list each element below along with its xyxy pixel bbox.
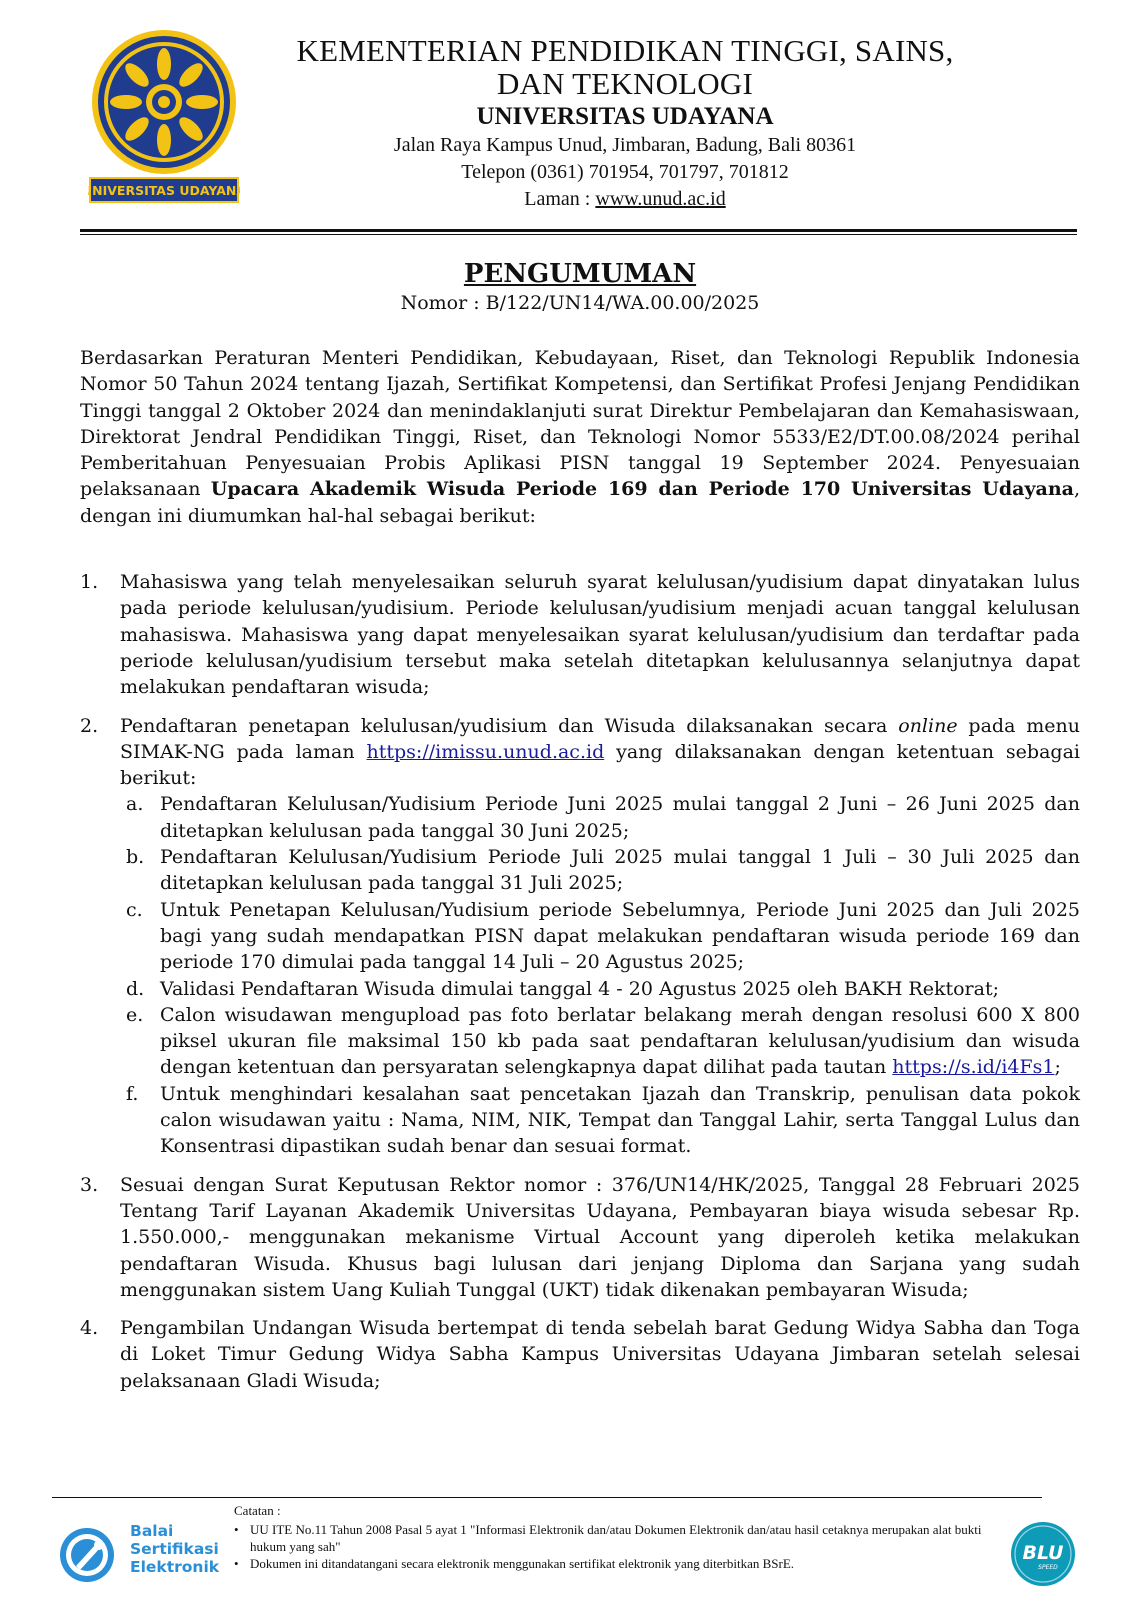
website-link[interactable]: www.unud.ac.id <box>595 188 726 210</box>
bullet-icon: • <box>234 1522 239 1537</box>
bsre-line-2: Sertifikasi <box>130 1540 219 1558</box>
sub-letter: d. <box>126 977 145 1000</box>
footer-rule <box>52 1497 1042 1498</box>
note-item <box>234 1521 994 1555</box>
list-item <box>80 1315 1080 1394</box>
sub-letter: f. <box>126 1082 139 1105</box>
item-text: yang dilaksanakan dengan ketentuan sebagai berikut: <box>120 740 1080 790</box>
blu-text: BLU <box>1022 1542 1064 1564</box>
item-text: Mahasiswa yang telah menyelesaikan seluruh syarat kelulusan/yudisium dapat dinyatakan lulus pada periode kelulusan/yudisium. Periode kelulusan/yudisium menjadi acuan tanggal kelulusan mahasiswa. Mahasiswa yang dapat menyelesaikan syarat kelulusan/yudisium dan terdaftar pada periode kelulusan/yudisium tersebut maka setelah ditetapkan kelulusannya selanjutnya dapat melakukan pendaftaran wisuda; <box>120 571 1080 699</box>
item-number: 3. <box>80 1173 99 1196</box>
footer-notes <box>234 1502 994 1572</box>
sub-list-item <box>120 1081 1080 1160</box>
bsre-text <box>130 1522 219 1576</box>
announcement-list <box>80 569 1080 1394</box>
sub-list-item <box>120 791 1080 844</box>
sub-list-item <box>120 844 1080 897</box>
item-text: Pendaftaran penetapan kelulusan/yudisium dan Wisuda dilaksanakan secara <box>120 714 899 737</box>
phone: Telepon (0361) 701954, 701797, 701812 <box>461 161 789 183</box>
notes-label: Catatan : <box>234 1503 281 1518</box>
imissu-link[interactable]: https://imissu.unud.ac.id <box>366 740 605 763</box>
sub-letter: b. <box>126 846 145 869</box>
header-rule-thin <box>80 234 1077 235</box>
list-item <box>80 1172 1080 1303</box>
note-text: UU ITE No.11 Tahun 2008 Pasal 5 ayat 1 "Informasi Elektronik dan/atau Dokumen Elektronik dan/atau hasil cetaknya merupakan alat bukti hukum yang sah" <box>250 1522 982 1554</box>
item-text: Sesuai dengan Surat Keputusan Rektor nomor : 376/UN14/HK/2025, Tanggal 28 Februari 2025 Tentang Tarif Layanan Akademik Universitas Udayana, Pembayaran biaya wisuda sebesar Rp. 1.550.000,- menggunakan mekanisme Virtual Account yang diperoleh ketika melakukan pendaftaran Wisuda. Khusus bagi lulusan dari jenjang Diploma dan Sarjana yang sudah menggunakan sistem Uang Kuliah Tunggal (UKT) tidak dikenakan pembayaran Wisuda; <box>120 1173 1080 1301</box>
note-item <box>234 1555 994 1572</box>
sid-link[interactable]: https://s.id/i4Fs1 <box>892 1056 1055 1079</box>
ministry-line-1: KEMENTERIAN PENDIDIKAN TINGGI, SAINS, <box>296 33 954 68</box>
website-line <box>250 186 1000 213</box>
bsre-line-1: Balai <box>130 1522 174 1540</box>
address: Jalan Raya Kampus Unud, Jimbaran, Badung, Bali 80361 <box>393 134 857 156</box>
sub-letter: c. <box>126 898 143 921</box>
intro-paragraph <box>80 345 1080 529</box>
letterhead <box>250 34 1000 213</box>
sub-text-end: ; <box>1054 1056 1061 1079</box>
intro-text: Berdasarkan Peraturan Menteri Pendidikan, Kebudayaan, Riset, dan Teknologi Republik Indonesia Nomor 50 Tahun 2024 tentang Ijazah, Sertifikat Kompetensi, dan Sertifikat Profesi Jenjang Pendidikan Tinggi tanggal 2 Oktober 2024 dan menindaklanjuti surat Direktur Pembelajaran dan Kemahasiswaan, Direktorat Jendral Pendidikan Tinggi, Riset, dan Teknologi Nomor 5533/E2/DT.00.08/2024 perihal Pemberitahuan Penyesuaian Probis Aplikasi PISN tanggal 19 September 2024. Penyesuaian pelaksanaan <box>80 347 1080 501</box>
sub-letter: a. <box>126 793 144 816</box>
sub-text: Pendaftaran Kelulusan/Yudisium Periode Juni 2025 mulai tanggal 2 Juni – 26 Juni 2025 dan ditetapkan kelulusan pada tanggal 30 Juni 2025; <box>160 793 1080 842</box>
intro-text-end: , dengan ini diumumkan hal-hal sebagai berikut: <box>80 478 1080 527</box>
sub-text: Calon wisudawan mengupload pas foto berlatar belakang merah dengan resolusi 600 X 800 piksel ukuran file maksimal 150 kb pada saat pendaftaran kelulusan/yudisium dan wisuda dengan ketentuan dan persyaratan selengkapnya dapat dilihat pada tautan <box>160 1003 1080 1079</box>
sub-text: Pendaftaran Kelulusan/Yudisium Periode Juli 2025 mulai tanggal 1 Juli – 30 Juli 2025 dan ditetapkan kelulusan pada tanggal 31 Juli 2025; <box>160 846 1080 895</box>
item-text: pada menu SIMAK-NG pada laman <box>120 714 1080 763</box>
intro-bold: Upacara Akademik Wisuda Periode 169 dan Periode 170 Universitas Udayana <box>210 478 1074 501</box>
item-text: Pengambilan Undangan Wisuda bertempat di tenda sebelah barat Gedung Widya Sabha dan Toga di Loket Timur Gedung Widya Sabha Kampus Universitas Udayana Jimbaran setelah selesai pelaksanaan Gladi Wisuda; <box>120 1317 1080 1392</box>
sub-list <box>120 791 1080 1159</box>
university-name: UNIVERSITAS UDAYANA <box>476 103 774 130</box>
bullet-icon: • <box>234 1556 239 1571</box>
blu-sub-text: SPEED <box>1038 1564 1058 1571</box>
notes-list <box>234 1521 994 1572</box>
sub-list-item <box>120 897 1080 976</box>
item-number: 4. <box>80 1317 99 1340</box>
document-body <box>80 345 1080 1406</box>
sub-list-item <box>120 1002 1080 1081</box>
item-italic: online <box>898 714 958 737</box>
document-number: Nomor : B/122/UN14/WA.00.00/2025 <box>400 292 760 314</box>
university-logo <box>88 28 240 204</box>
sub-text: Validasi Pendaftaran Wisuda dimulai tanggal 4 - 20 Agustus 2025 oleh BAKH Rektorat; <box>160 977 1000 1000</box>
list-item <box>80 713 1080 1160</box>
item-number: 2. <box>80 714 99 737</box>
website-label: Laman : <box>524 188 596 210</box>
sub-list-item <box>120 976 1080 1002</box>
blu-logo <box>1010 1521 1076 1587</box>
note-text: Dokumen ini ditandatangani secara elektronik menggunakan sertifikat elektronik yang diterbitkan BSrE. <box>250 1556 795 1571</box>
page-title: PENGUMUMAN <box>463 259 697 289</box>
bsre-emblem-icon <box>58 1526 120 1584</box>
bsre-line-3: Elektronik <box>130 1558 220 1576</box>
list-item <box>80 569 1080 700</box>
header-rule-thick <box>80 229 1077 232</box>
sub-letter: e. <box>126 1003 144 1026</box>
logo-text: UNIVERSITAS UDAYANA <box>88 183 240 198</box>
item-number: 1. <box>80 571 99 594</box>
ministry-line-2: DAN TEKNOLOGI <box>496 66 754 101</box>
sub-text: Untuk Penetapan Kelulusan/Yudisium periode Sebelumnya, Periode Juni 2025 dan Juli 2025 bagi yang sudah mendapatkan PISN dapat melakukan pendaftaran wisuda periode 169 dan periode 170 dimulai pada tanggal 14 Juli – 20 Agustus 2025; <box>160 898 1080 974</box>
bsre-logo <box>58 1522 238 1586</box>
sub-text: Untuk menghindari kesalahan saat pencetakan Ijazah dan Transkrip, penulisan data pokok calon wisudawan yaitu : Nama, NIM, NIK, Tempat dan Tanggal Lahir, serta Tanggal Lulus dan Konsentrasi dipastikan sudah benar dan sesuai format. <box>160 1082 1080 1158</box>
